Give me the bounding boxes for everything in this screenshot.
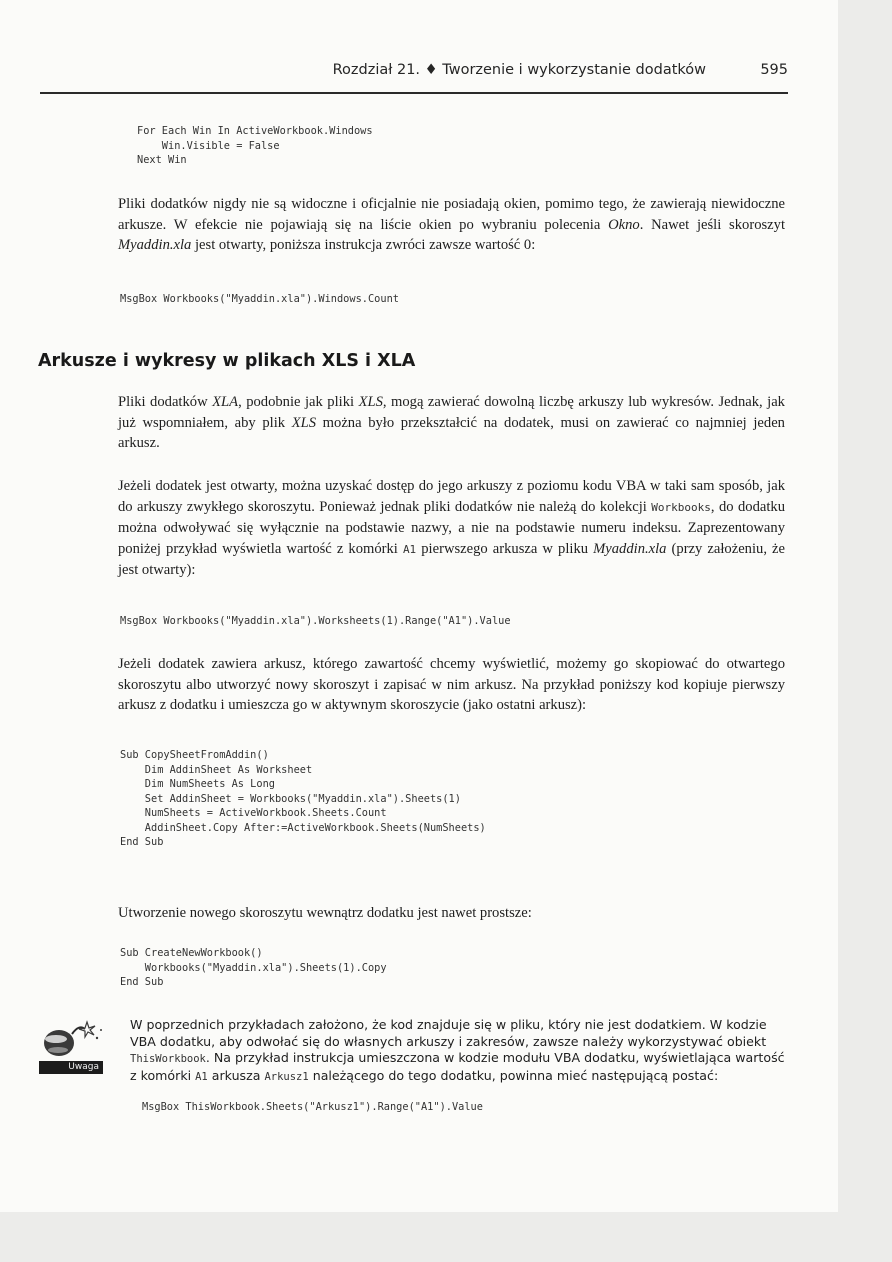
code-block-windows-loop [137, 124, 373, 168]
code-line: Dim NumSheets As Long [120, 778, 275, 790]
code-line: Next Win [137, 154, 187, 166]
code-line: Win.Visible = False [137, 139, 280, 152]
note-label: Uwaga [39, 1061, 103, 1074]
section-heading: Arkusze i wykresy w plikach XLS i XLA [38, 351, 416, 371]
code-line: Sub CreateNewWorkbook() [120, 947, 263, 959]
code-line-worksheets-value: MsgBox Workbooks("Myaddin.xla").Worksheets(1).Range("A1").Value [120, 615, 511, 627]
paragraph-new-workbook: Utworzenie nowego skoroszytu wewnątrz dodatku jest nawet prostsze: [118, 905, 532, 921]
paragraph-xla-xls: Pliki dodatków XLA, podobnie jak pliki XLS, mogą zawierać dowolną liczbę arkuszy lub wykresów. Jednak, jak już wspomniałem, aby plik XLS można było przekształcić na dodatek, musi on zawierać co najmniej jeden arkusz. [118, 394, 785, 452]
chapter-title: Rozdział 21. ♦ Tworzenie i wykorzystanie dodatków [332, 62, 706, 78]
code-line-windows-count: MsgBox Workbooks("Myaddin.xla").Windows.Count [120, 293, 399, 305]
paragraph-copy-sheet: Jeżeli dodatek zawiera arkusz, którego zawartość chcemy wyświetlić, możemy go skopiować do otwartego skoroszytu albo utworzyć nowy skoroszyt i zapisać w nim arkusz. Na przykład poniższy kod kopiuje pierwszy arkusz z dodatku i umieszcza go w aktywnym skoroszycie (jako ostatni arkusz): [118, 656, 785, 714]
page-number: 595 [760, 62, 788, 78]
running-header [40, 58, 788, 94]
code-line: AddinSheet.Copy After:=ActiveWorkbook.Sheets(NumSheets) [120, 821, 486, 834]
paragraph-addin-windows: Pliki dodatków nigdy nie są widoczne i oficjalnie nie posiadają okien, pomimo tego, że zawierają niewidoczne arkusze. W efekcie nie pojawiają się na liście okien po wybraniu polecenia Okno. Nawet jeśli skoroszyt Myaddin.xla jest otwarty, poniższa instrukcja zwróci zawsze wartość 0: [118, 196, 785, 254]
code-line: Dim AddinSheet As Worksheet [120, 763, 313, 776]
note-box [130, 1017, 790, 1114]
code-line: Sub CopySheetFromAddin() [120, 749, 269, 761]
code-line: Workbooks("Myaddin.xla").Sheets(1).Copy [120, 961, 387, 974]
code-line: For Each Win In ActiveWorkbook.Windows [137, 125, 373, 137]
note-paragraph: W poprzednich przykładach założono, że kod znajduje się w pliku, który nie jest dodatkiem. W kodzie VBA dodatku, aby odwołać się do własnych arkuszy i zakresów, zawsze należy wykorzystywać obiekt ThisWorkbook. Na przykład instrukcja umieszczona w kodzie modułu VBA dodatku, wyświetlająca wartość z komórki A1 arkusza Arkusz1 należącego do tego dodatku, powinna mieć następującą postać: [130, 1017, 785, 1084]
note-code-line: MsgBox ThisWorkbook.Sheets("Arkusz1").Range("A1").Value [142, 1100, 483, 1113]
code-block-new-workbook [120, 946, 387, 990]
code-line: End Sub [120, 836, 164, 848]
paragraph-access-sheets: Jeżeli dodatek jest otwarty, można uzyskać dostęp do jego arkuszy z poziomu kodu VBA w taki sam sposób, jak do arkuszy zwykłego skoroszytu. Ponieważ jednak pliki dodatków nie należą do kolekcji Workbooks, do dodatku można odwoływać się wyłącznie na podstawie nazwy, a nie na podstawie numeru indeksu. Zaprezentowany poniżej przykład wyświetla wartość z komórki A1 pierwszego arkusza w pliku Myaddin.xla (przy założeniu, że jest otwarty): [118, 478, 786, 579]
code-line: Set AddinSheet = Workbooks("Myaddin.xla").Sheets(1) [120, 792, 461, 805]
code-line: End Sub [120, 976, 164, 988]
code-block-copy-sheet [120, 748, 486, 850]
code-line: NumSheets = ActiveWorkbook.Sheets.Count [120, 807, 387, 819]
